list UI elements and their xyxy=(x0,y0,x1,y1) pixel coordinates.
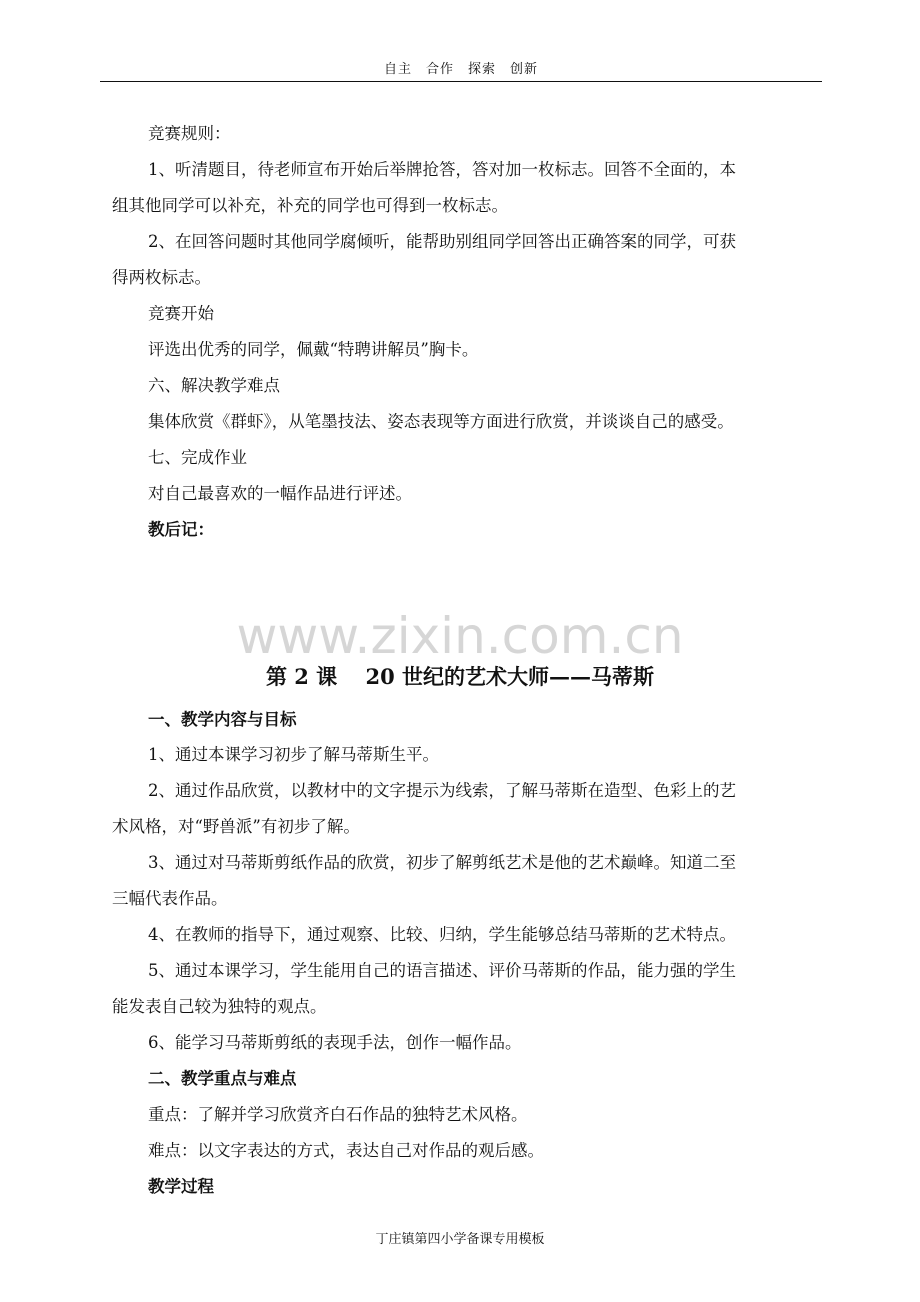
watermark: www.zixin.com.cn xyxy=(236,607,684,665)
page-header: 自主 合作 探索 创新 xyxy=(383,62,538,77)
step7-title: 七、完成作业 xyxy=(148,448,247,467)
rules-title: 竞赛规则： xyxy=(148,124,231,143)
goal-5-line2: 能发表自己较为独特的观点。 xyxy=(112,997,327,1016)
goal-3-line1: 3、通过对马蒂斯剪纸作品的欣赏，初步了解剪纸艺术是他的艺术巅峰。知道二至 xyxy=(148,853,736,872)
goal-2-line2: 术风格，对“野兽派”有初步了解。 xyxy=(112,817,360,836)
rule1-line1: 1、听清题目，待老师宣布开始后举牌抢答，答对加一枚标志。回答不全面的，本 xyxy=(148,160,736,179)
goal-2-line1: 2、通过作品欣赏，以教材中的文字提示为线索，了解马蒂斯在造型、色彩上的艺 xyxy=(148,781,736,800)
lesson-title: 第 2 课 20 世纪的艺术大师——马蒂斯 xyxy=(265,664,655,689)
select-students: 评选出优秀的同学，佩戴“特聘讲解员”胸卡。 xyxy=(148,340,479,359)
goals-heading: 一、教学内容与目标 xyxy=(148,710,297,729)
goal-1: 1、通过本课学习初步了解马蒂斯生平。 xyxy=(148,745,439,764)
header-divider xyxy=(100,81,822,82)
process-heading: 教学过程 xyxy=(148,1177,214,1196)
contest-start: 竞赛开始 xyxy=(148,304,214,323)
step6-title: 六、解决教学难点 xyxy=(148,376,280,395)
step6-body: 集体欣赏《群虾》，从笔墨技法、姿态表现等方面进行欣赏，并谈谈自己的感受。 xyxy=(148,412,734,431)
rule2-line1: 2、在回答问题时其他同学腐倾听，能帮助别组同学回答出正确答案的同学，可获 xyxy=(148,232,736,251)
after-notes: 教后记： xyxy=(148,520,214,539)
step7-body: 对自己最喜欢的一幅作品进行评述。 xyxy=(148,484,412,503)
page-footer: 丁庄镇第四小学备课专用模板 xyxy=(375,1232,545,1247)
rule1-line2: 组其他同学可以补充，补充的同学也可得到一枚标志。 xyxy=(112,196,508,215)
goal-6: 6、能学习马蒂斯剪纸的表现手法，创作一幅作品。 xyxy=(148,1033,522,1052)
difficult-point: 难点：以文字表达的方式，表达自己对作品的观后感。 xyxy=(148,1141,544,1160)
key-heading: 二、教学重点与难点 xyxy=(148,1069,297,1088)
goal-4: 4、在教师的指导下，通过观察、比较、归纳，学生能够总结马蒂斯的艺术特点。 xyxy=(148,925,736,944)
goal-3-line2: 三幅代表作品。 xyxy=(112,889,228,908)
key-point: 重点：了解并学习欣赏齐白石作品的独特艺术风格。 xyxy=(148,1105,528,1124)
rule2-line2: 得两枚标志。 xyxy=(112,268,211,287)
goal-5-line1: 5、通过本课学习，学生能用自己的语言描述、评价马蒂斯的作品，能力强的学生 xyxy=(148,961,736,980)
